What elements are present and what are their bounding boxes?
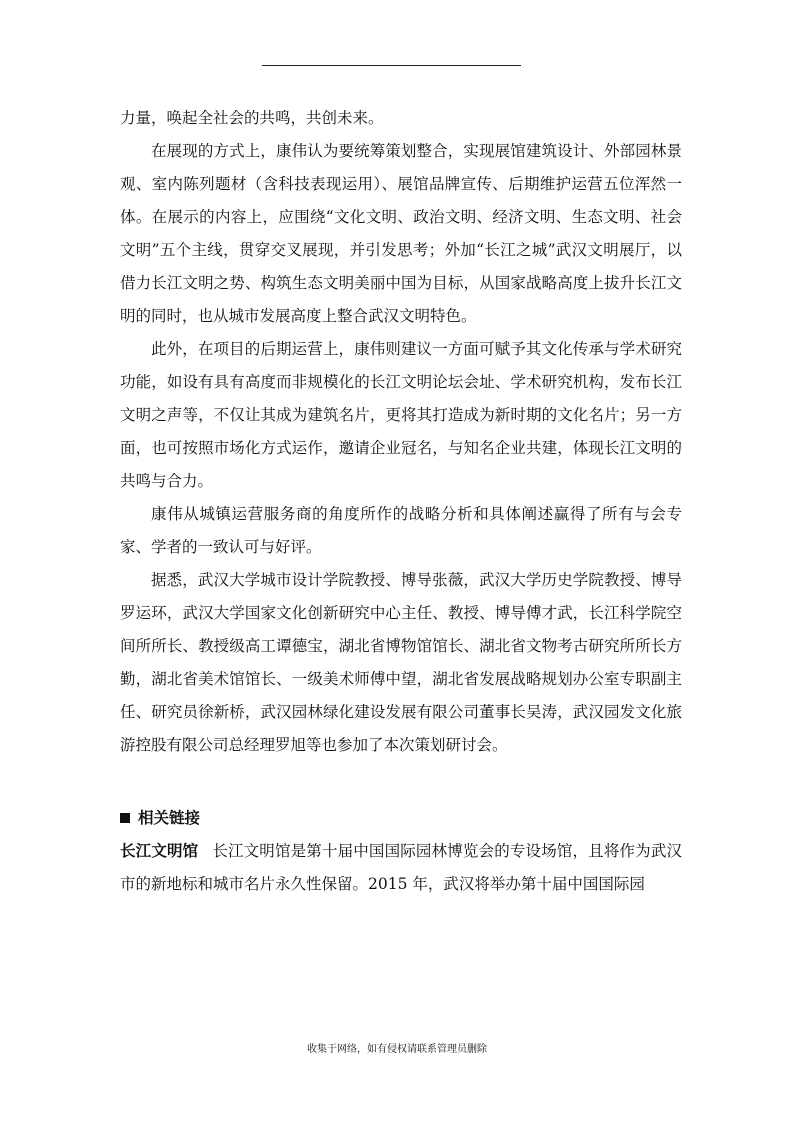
- black-square-icon: [120, 813, 130, 823]
- paragraph-operation: 此外，在项目的后期运营上，康伟则建议一方面可赋予其文化传承与学术研究功能，如设有具有高度而非规模化的长江文明论坛会址、学术研究机构，发布长江文明之声等，不仅让其成为建筑名片，更将其打造成为新时期的文化名片；另一方面，也可按照市场化方式运作，邀请企业冠名，与知名企业共建，体现长江文明的共鸣与合力。: [120, 340, 682, 490]
- related-links-title: 相关链接: [138, 809, 201, 827]
- related-link-term: 长江文明馆: [120, 842, 199, 860]
- section-spacer: [120, 762, 682, 802]
- page-footer: 收集于网络，如有侵权请联系管理员删除: [307, 1044, 487, 1055]
- paragraph-presentation: 在展现的方式上，康伟认为要统筹策划整合，实现展馆建筑设计、外部园林景观、室内陈列题材（含科技表现运用）、展馆品牌宣传、后期维护运营五位浑然一体。在展示的内容上，应围绕“文化文明、政治文明、经济文明、生态文明、社会文明”五个主线，贯穿交叉展现，并引发思考；外加“长江之城”武汉文明展厅，以借力长江文明之势、构筑生态文明美丽中国为目标，从国家战略高度上拔升长江文明的同时，也从城市发展高度上整合武汉文明特色。: [120, 142, 682, 325]
- header-rule: [262, 65, 521, 66]
- paragraph-recognition: 康伟从城镇运营服务商的角度所作的战略分析和具体阐述赢得了所有与会专家、学者的一致认可与好评。: [120, 505, 682, 556]
- related-link-text: 长江文明馆是第十届中国国际园林博览会的专设场馆，且将作为武汉市的新地标和城市名片永久性保留。2015 年，武汉将举办第十届中国国际园: [120, 842, 682, 893]
- paragraph-attendees: 据悉，武汉大学城市设计学院教授、博导张薇，武汉大学历史学院教授、博导罗运环，武汉大学国家文化创新研究中心主任、教授、博导傅才武，长江科学院空间所所长、教授级高工谭德宝，湖北省博物馆馆长、湖北省文物考古研究所所长方勤，湖北省美术馆馆长、一级美术师傅中望，湖北省发展战略规划办公室专职副主任、研究员徐新桥，武汉园林绿化建设发展有限公司董事长吴涛，武汉园发文化旅游控股有限公司总经理罗旭等也参加了本次策划研讨会。: [120, 571, 682, 754]
- related-link-entry: [120, 835, 682, 901]
- document-body: [120, 102, 682, 901]
- paragraph-continuation: 力量，唤起全社会的共鸣，共创未来。: [120, 109, 384, 127]
- related-links-heading: [120, 802, 682, 835]
